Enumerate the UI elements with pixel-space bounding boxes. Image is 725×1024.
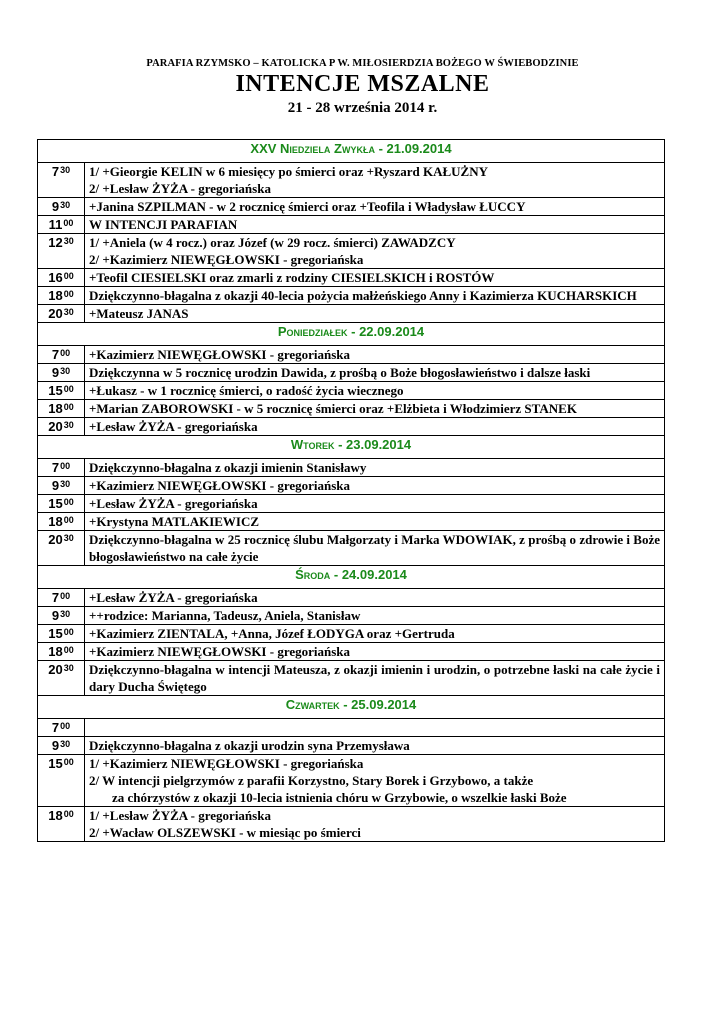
mass-hour: 7 <box>51 590 60 605</box>
mass-time <box>38 531 85 566</box>
parish-name: PARAFIA RZYMSKO – KATOLICKA P W. MIŁOSIERDZIA BOŻEGO W ŚWIEBODZINIE <box>146 58 579 69</box>
mass-time <box>38 198 85 216</box>
mass-minute: 30 <box>63 533 74 543</box>
mass-hour: 20 <box>48 662 63 677</box>
mass-hour: 9 <box>51 365 60 380</box>
intention-line: +Łukasz - w 1 rocznicę śmierci, o radość życia wiecznego <box>89 383 404 398</box>
intention-line: 1/ +Lesław ŻYŻA - gregoriańska <box>89 808 271 823</box>
mass-hour: 18 <box>48 514 63 529</box>
mass-minute: 00 <box>63 515 74 525</box>
day-header-row <box>38 566 665 589</box>
mass-minute: 00 <box>63 757 74 767</box>
mass-minute: 30 <box>63 663 74 673</box>
intention-line: 1/ +Gieorgie KELIN w 6 miesięcy po śmierci oraz +Ryszard KAŁUŻNY <box>89 164 489 179</box>
mass-hour: 7 <box>51 347 60 362</box>
mass-hour: 15 <box>48 496 63 511</box>
mass-time <box>38 269 85 287</box>
mass-intention <box>85 234 665 269</box>
mass-time <box>38 495 85 513</box>
mass-minute: 00 <box>60 348 71 358</box>
mass-minute: 30 <box>60 739 71 749</box>
mass-row <box>38 807 665 842</box>
mass-time <box>38 163 85 198</box>
mass-intention <box>85 305 665 323</box>
intention-line: +Teofil CIESIELSKI oraz zmarli z rodziny CIESIELSKICH i ROSTÓW <box>89 270 495 285</box>
mass-time <box>38 755 85 807</box>
mass-time <box>38 234 85 269</box>
mass-row <box>38 287 665 305</box>
mass-minute: 30 <box>60 366 71 376</box>
mass-hour: 9 <box>51 738 60 753</box>
mass-hour: 12 <box>48 235 63 250</box>
mass-minute: 00 <box>60 721 71 731</box>
mass-intention <box>85 625 665 643</box>
intention-line: 2/ +Kazimierz NIEWĘGŁOWSKI - gregoriańska <box>89 252 364 267</box>
mass-hour: 20 <box>48 532 63 547</box>
mass-time <box>38 305 85 323</box>
mass-time <box>38 400 85 418</box>
mass-intention <box>85 198 665 216</box>
mass-time <box>38 418 85 436</box>
mass-minute: 00 <box>63 645 74 655</box>
mass-time <box>38 382 85 400</box>
intention-line: 1/ +Kazimierz NIEWĘGŁOWSKI - gregoriańska <box>89 756 364 771</box>
mass-intention <box>85 755 665 807</box>
mass-intention <box>85 269 665 287</box>
mass-time <box>38 513 85 531</box>
mass-intention <box>85 287 665 305</box>
mass-time <box>38 661 85 696</box>
mass-minute: 00 <box>60 591 71 601</box>
mass-intention <box>85 589 665 607</box>
mass-hour: 18 <box>48 288 63 303</box>
mass-time <box>38 737 85 755</box>
mass-intention <box>85 346 665 364</box>
mass-intention <box>85 364 665 382</box>
intention-line: za chórzystów z okazji 10-lecia istnienia chóru w Grzybowie, o wszelkie łaski Boże <box>112 790 567 805</box>
mass-intention <box>85 737 665 755</box>
mass-hour: 18 <box>48 401 63 416</box>
mass-intention <box>85 719 665 737</box>
mass-minute: 30 <box>60 609 71 619</box>
intention-line: Dziękczynna w 5 rocznicę urodzin Dawida, z prośbą o Boże błogosławieństwo i dalsze łaski <box>89 365 591 380</box>
intention-line: 2/ +Wacław OLSZEWSKI - w miesiąc po śmierci <box>89 825 361 840</box>
mass-minute: 00 <box>63 497 74 507</box>
mass-row <box>38 198 665 216</box>
mass-intentions-table <box>37 139 665 842</box>
mass-row <box>38 737 665 755</box>
mass-time <box>38 216 85 234</box>
mass-minute: 00 <box>63 402 74 412</box>
mass-hour: 11 <box>48 217 63 232</box>
mass-time <box>38 807 85 842</box>
mass-time <box>38 346 85 364</box>
mass-hour: 9 <box>51 608 60 623</box>
mass-row <box>38 216 665 234</box>
mass-minute: 00 <box>63 809 74 819</box>
mass-hour: 15 <box>48 626 63 641</box>
day-heading: Wtorek - 23.09.2014 <box>38 436 665 459</box>
mass-minute: 30 <box>63 236 74 246</box>
mass-intention <box>85 400 665 418</box>
mass-row <box>38 531 665 566</box>
mass-row <box>38 269 665 287</box>
mass-intention <box>85 418 665 436</box>
mass-time <box>38 607 85 625</box>
mass-time <box>38 643 85 661</box>
mass-row <box>38 418 665 436</box>
mass-intention <box>85 382 665 400</box>
mass-hour: 20 <box>48 306 63 321</box>
mass-time <box>38 719 85 737</box>
mass-minute: 00 <box>60 461 71 471</box>
mass-minute: 00 <box>63 384 74 394</box>
mass-row <box>38 589 665 607</box>
day-heading: Czwartek - 25.09.2014 <box>38 696 665 719</box>
intention-line: ++rodzice: Marianna, Tadeusz, Aniela, Stanisław <box>89 608 361 623</box>
mass-minute: 00 <box>63 627 74 637</box>
mass-row <box>38 364 665 382</box>
mass-intention <box>85 643 665 661</box>
mass-row <box>38 346 665 364</box>
day-header-row <box>38 140 665 163</box>
intention-line: Dziękczynno-błagalna z okazji imienin Stanisławy <box>89 460 367 475</box>
intention-line: +Mateusz JANAS <box>89 306 189 321</box>
mass-hour: 16 <box>48 270 63 285</box>
mass-hour: 18 <box>48 808 63 823</box>
mass-intention <box>85 607 665 625</box>
intention-line: +Kazimierz NIEWĘGŁOWSKI - gregoriańska <box>89 478 351 493</box>
mass-time <box>38 364 85 382</box>
mass-minute: 30 <box>60 200 71 210</box>
mass-time <box>38 477 85 495</box>
date-range: 21 - 28 września 2014 r. <box>287 100 438 116</box>
day-header-row <box>38 323 665 346</box>
intention-line: 2/ W intencji pielgrzymów z parafii Korzystno, Stary Borek i Grzybowo, a także <box>89 773 534 788</box>
intention-line: +Lesław ŻYŻA - gregoriańska <box>89 419 258 434</box>
mass-minute: 30 <box>63 307 74 317</box>
mass-row <box>38 305 665 323</box>
mass-hour: 7 <box>51 164 60 179</box>
intention-line: Dziękczynno-błagalna w intencji Mateusza, z okazji imienin i urodzin, o potrzebne łaski na całe życie i dary Ducha Świętego <box>89 662 660 694</box>
mass-row <box>38 755 665 807</box>
intention-line: 1/ +Aniela (w 4 rocz.) oraz Józef (w 29 rocz. śmierci) ZAWADZCY <box>89 235 456 250</box>
mass-row <box>38 477 665 495</box>
mass-row <box>38 513 665 531</box>
mass-hour: 15 <box>48 756 63 771</box>
mass-hour: 9 <box>51 478 60 493</box>
page-title: INTENCJE MSZALNE <box>235 71 490 97</box>
mass-hour: 18 <box>48 644 63 659</box>
mass-row <box>38 495 665 513</box>
mass-minute: 30 <box>63 420 74 430</box>
mass-row <box>38 607 665 625</box>
mass-minute: 30 <box>60 165 71 175</box>
mass-row <box>38 661 665 696</box>
intention-line: +Kazimierz ZIENTALA, +Anna, Józef ŁODYGA oraz +Gertruda <box>89 626 455 641</box>
mass-intention <box>85 807 665 842</box>
intention-line: +Janina SZPILMAN - w 2 rocznicę śmierci oraz +Teofila i Władysław ŁUCCY <box>89 199 526 214</box>
mass-hour: 9 <box>51 199 60 214</box>
mass-hour: 15 <box>48 383 63 398</box>
intention-line <box>89 719 660 736</box>
day-heading: Poniedziałek - 22.09.2014 <box>38 323 665 346</box>
intention-line: +Lesław ŻYŻA - gregoriańska <box>89 496 258 511</box>
mass-hour: 20 <box>48 419 63 434</box>
mass-intention <box>85 661 665 696</box>
mass-row <box>38 719 665 737</box>
mass-row <box>38 625 665 643</box>
day-header-row <box>38 696 665 719</box>
intention-line: Dziękczynno-błagalna z okazji 40-lecia pożycia małżeńskiego Anny i Kazimierza KUCHARSKICH <box>89 288 637 303</box>
intention-line: Dziękczynno-błagalna z okazji urodzin syna Przemysława <box>89 738 410 753</box>
intention-line: +Kazimierz NIEWĘGŁOWSKI - gregoriańska <box>89 347 351 362</box>
mass-intention <box>85 513 665 531</box>
mass-minute: 00 <box>63 289 74 299</box>
intention-line: +Kazimierz NIEWĘGŁOWSKI - gregoriańska <box>89 644 351 659</box>
mass-hour: 7 <box>51 460 60 475</box>
mass-hour: 7 <box>51 720 60 735</box>
mass-intention <box>85 216 665 234</box>
intention-line: 2/ +Lesław ŻYŻA - gregoriańska <box>89 181 271 196</box>
mass-intention <box>85 495 665 513</box>
intention-line: +Krystyna MATLAKIEWICZ <box>89 514 260 529</box>
mass-time <box>38 287 85 305</box>
mass-row <box>38 643 665 661</box>
intention-line: +Lesław ŻYŻA - gregoriańska <box>89 590 258 605</box>
mass-row <box>38 163 665 198</box>
mass-minute: 30 <box>60 479 71 489</box>
mass-intention <box>85 163 665 198</box>
mass-time <box>38 459 85 477</box>
mass-minute: 00 <box>63 271 74 281</box>
mass-row <box>38 400 665 418</box>
mass-row <box>38 382 665 400</box>
mass-intention <box>85 459 665 477</box>
day-heading: Środa - 24.09.2014 <box>38 566 665 589</box>
intention-line: W INTENCJI PARAFIAN <box>89 217 238 232</box>
day-heading: XXV Niedziela Zwykła - 21.09.2014 <box>38 140 665 163</box>
intention-line: Dziękczynno-błagalna w 25 rocznicę ślubu Małgorzaty i Marka WDOWIAK, z prośbą o zdrowie i Boże błogosławieństwo na całe życie <box>89 532 660 564</box>
mass-intention <box>85 477 665 495</box>
mass-row <box>38 459 665 477</box>
mass-row <box>38 234 665 269</box>
mass-time <box>38 625 85 643</box>
day-header-row <box>38 436 665 459</box>
mass-time <box>38 589 85 607</box>
intention-line: +Marian ZABOROWSKI - w 5 rocznicę śmierci oraz +Elżbieta i Włodzimierz STANEK <box>89 401 577 416</box>
mass-intention <box>85 531 665 566</box>
mass-minute: 00 <box>63 218 74 228</box>
